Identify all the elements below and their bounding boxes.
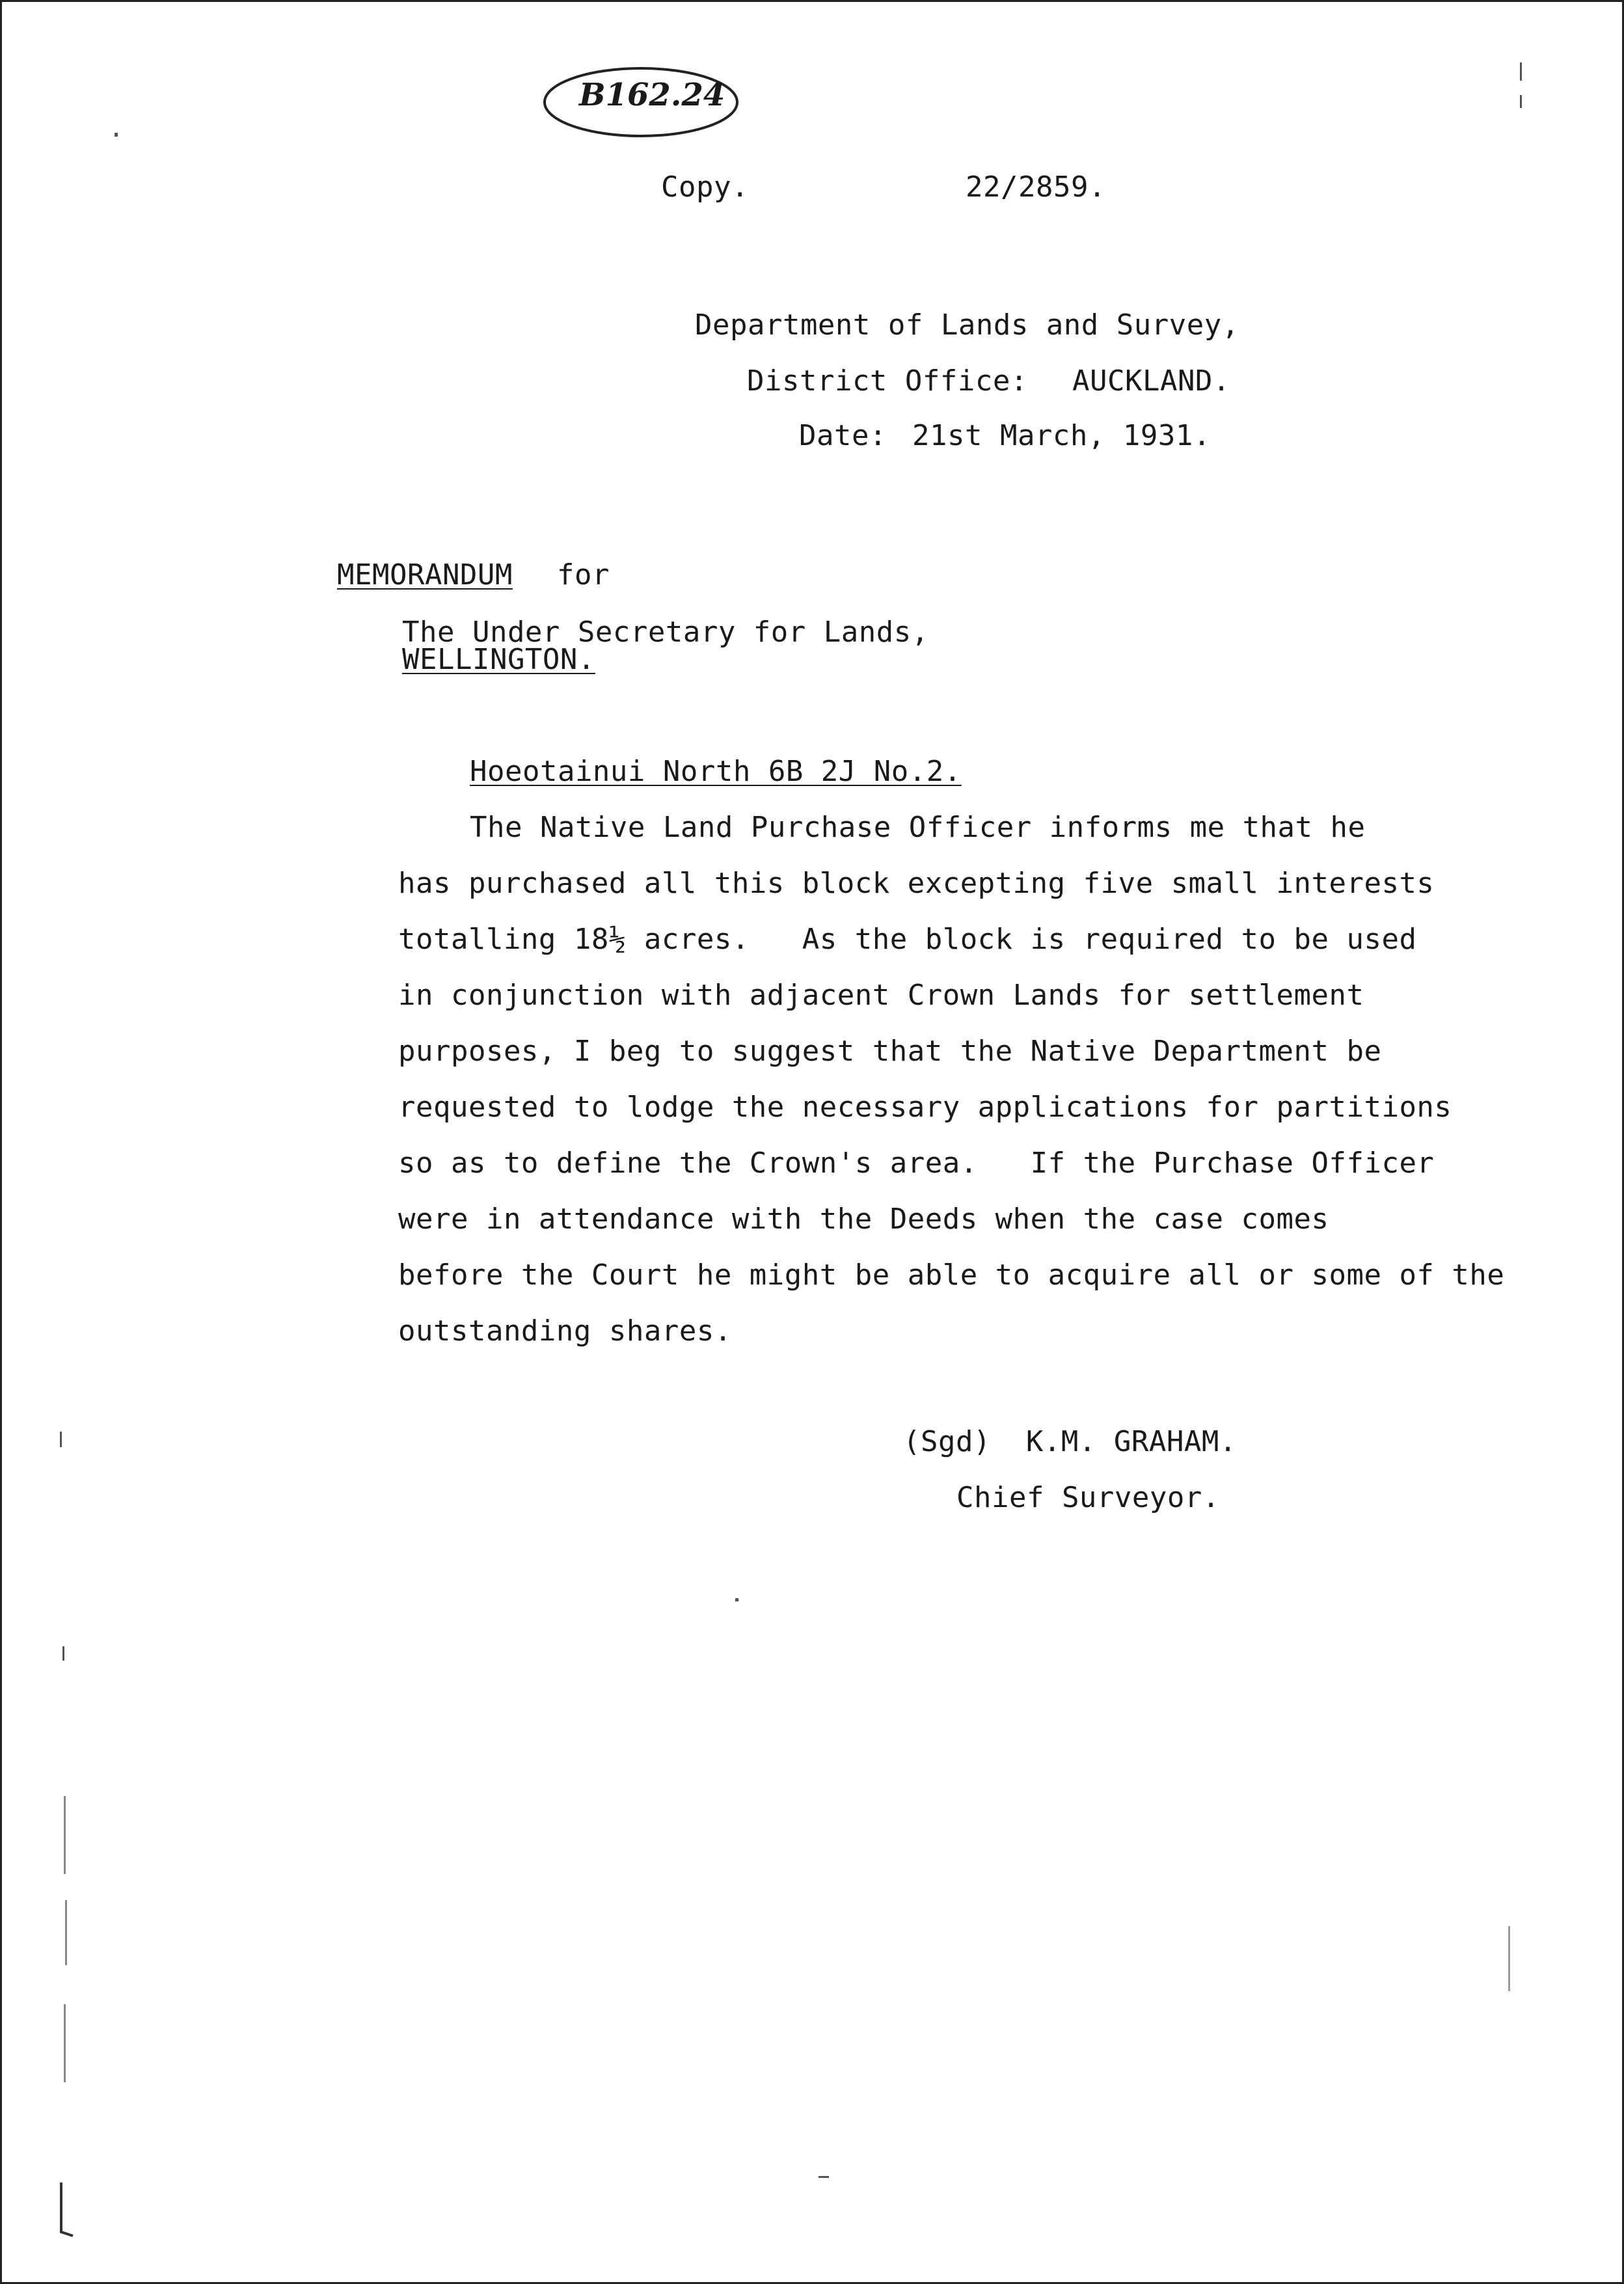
file-number: 22/2859. — [966, 170, 1106, 204]
handwritten-reference: B162.24 — [579, 77, 725, 113]
body-line: requested to lodge the necessary applications for partitions — [398, 1091, 1452, 1124]
signature-line: (Sgd) K.M. GRAHAM. — [903, 1425, 1237, 1458]
body-line: purposes, I beg to suggest that the Native Department be — [398, 1035, 1382, 1068]
department-name: Department of Lands and Survey, — [695, 308, 1239, 342]
scan-speck — [62, 1646, 64, 1661]
scan-speck — [819, 2176, 829, 2178]
body-line: were in attendance with the Deeds when the case comes — [398, 1203, 1329, 1236]
scan-speck — [1520, 95, 1522, 108]
scan-speck — [115, 133, 118, 137]
date-label: Date: — [799, 419, 887, 452]
subject-line: Hoeotainui North 6B 2J No.2. — [470, 755, 962, 788]
copy-label: Copy. — [661, 170, 749, 204]
scan-speck — [65, 1900, 67, 1965]
scan-speck — [1520, 62, 1522, 81]
body-line: before the Court he might be able to acquire all or some of the — [398, 1258, 1505, 1292]
scan-speck — [64, 2004, 66, 2082]
date-value: 21st March, 1931. — [912, 419, 1211, 452]
body-line: The Native Land Purchase Officer informs me that he — [470, 811, 1366, 844]
body-line: has purchased all this block excepting five small interests — [398, 867, 1435, 900]
scan-speck — [1508, 1926, 1510, 1991]
scan-speck — [735, 1598, 738, 1601]
recipient-line-2: WELLINGTON. — [402, 643, 595, 676]
memorandum-heading: MEMORANDUM — [337, 558, 513, 591]
scan-speck — [64, 1796, 66, 1874]
recipient-line-1: The Under Secretary for Lands, — [402, 616, 929, 649]
signature-title: Chief Surveyor. — [956, 1481, 1220, 1514]
scan-speck — [60, 1432, 62, 1447]
body-line: in conjunction with adjacent Crown Lands for settlement — [398, 979, 1364, 1012]
memorandum-for: for — [557, 558, 610, 591]
district-office-label: District Office: — [747, 364, 1028, 398]
district-office-value: AUCKLAND. — [1072, 364, 1230, 398]
scan-mark — [56, 2180, 82, 2238]
body-line: totalling 18½ acres. As the block is required to be used — [398, 923, 1417, 956]
body-line: so as to define the Crown's area. If the Purchase Officer — [398, 1147, 1435, 1180]
body-line: outstanding shares. — [398, 1314, 732, 1348]
